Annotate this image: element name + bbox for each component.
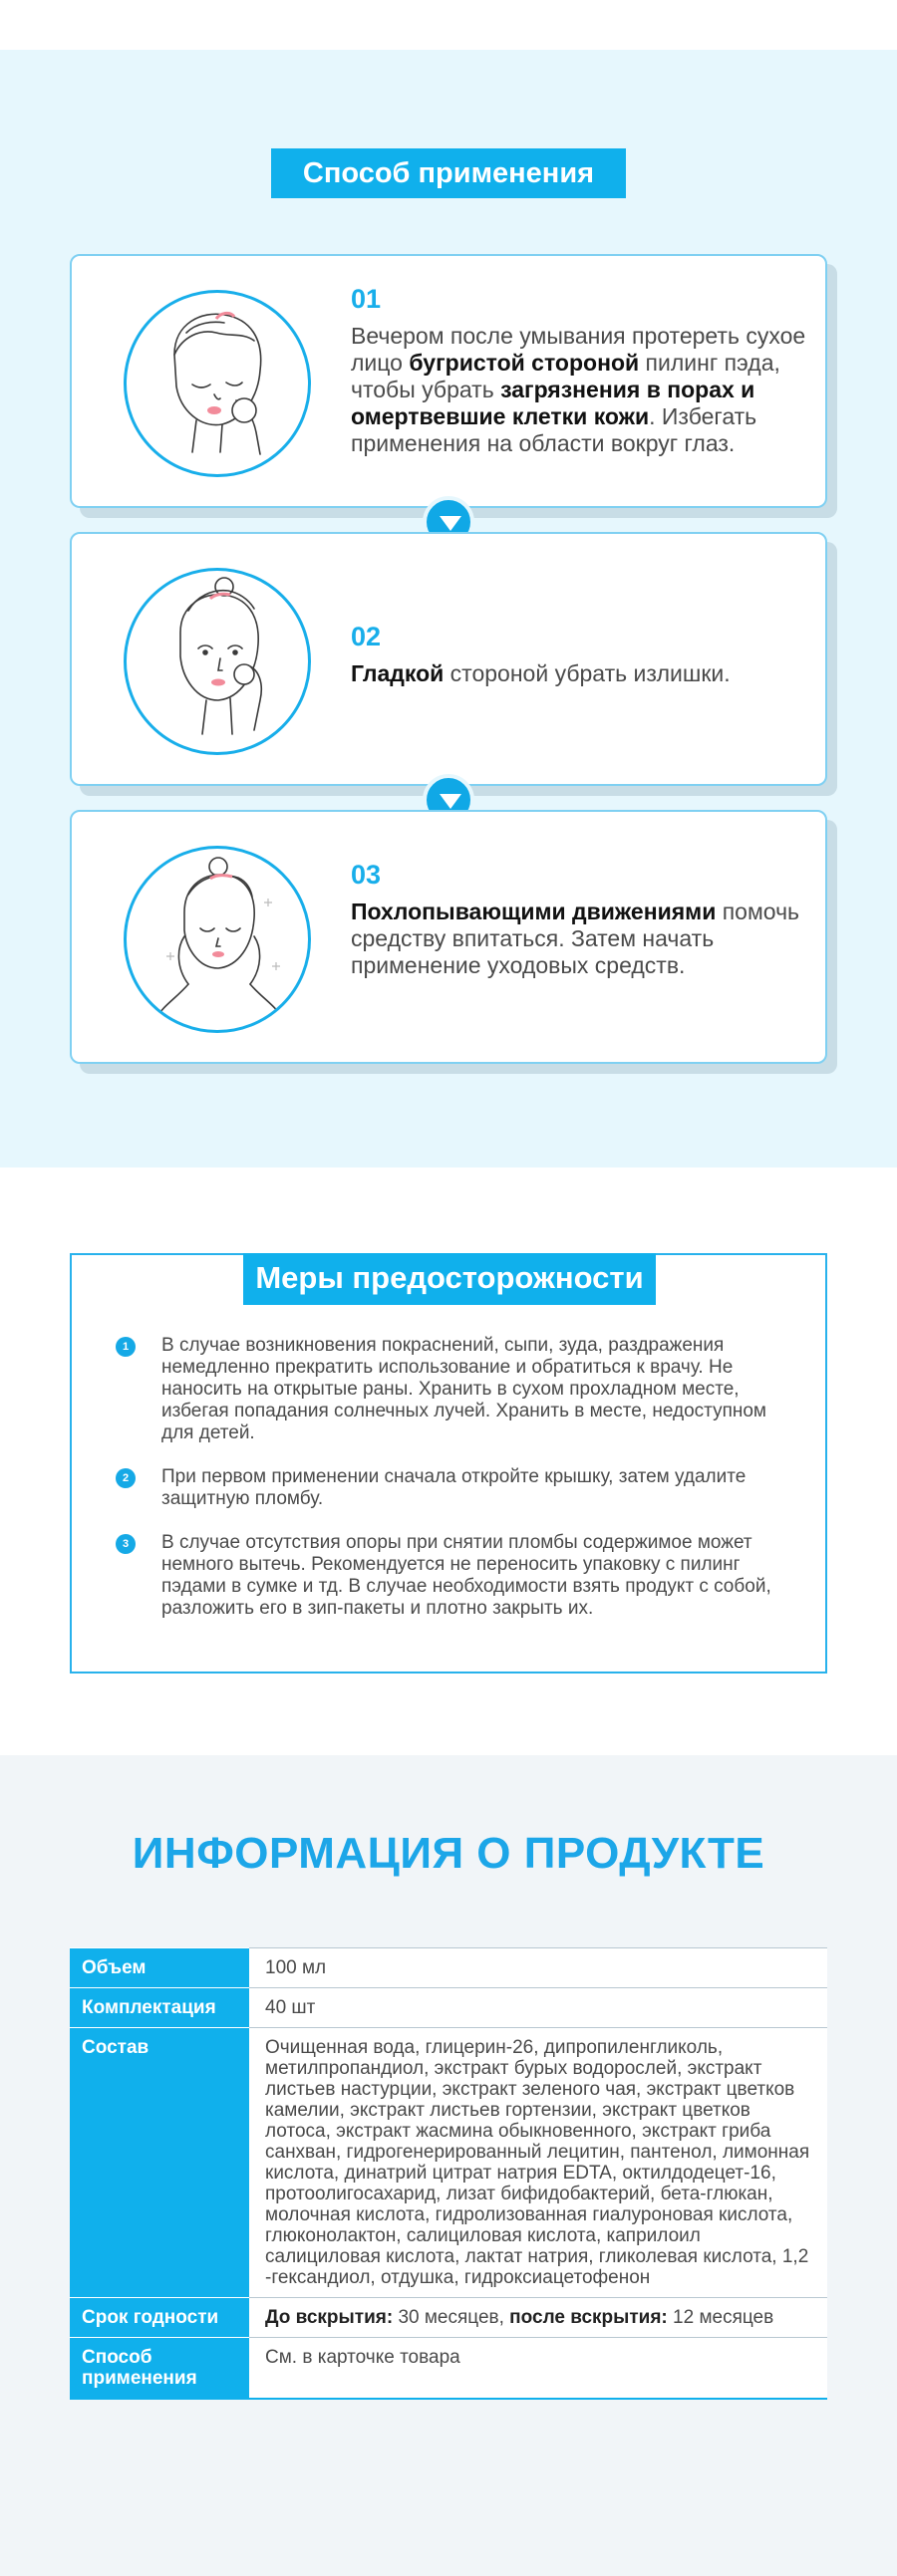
- precautions-list: [116, 1335, 793, 1642]
- usage-section: [0, 50, 897, 1167]
- precaution-text: В случае отсутствия опоры при снятии пломбы содержимое может немного вытечь. Рекомендуется не переносить упаковку с пилинг пэдами в сумке и тд. В случае необходимости взять продукт с собой, разложить его в зип-пакеты и плотно закрыть их.: [161, 1532, 771, 1619]
- table-key: Способ применения: [70, 2338, 249, 2400]
- precaution-text: При первом применении сначала откройте крышку, затем удалите защитную пломбу.: [161, 1466, 747, 1509]
- table-row: [70, 1988, 827, 2028]
- number-bullet-icon: 2: [116, 1468, 136, 1488]
- face-wiping-illustration-icon: [124, 290, 311, 477]
- number-bullet-icon: 3: [116, 1534, 136, 1554]
- precaution-text: В случае возникновения покраснений, сыпи, зуда, раздражения немедленно прекратить использование и обратиться к врачу. Не наносить на открытые раны. Хранить в сухом прохладном месте, избегая попадания солнечных лучей. Хранить в месте, недоступном для детей.: [161, 1335, 766, 1443]
- table-value: 100 мл: [249, 1948, 827, 1988]
- table-row: [70, 2298, 827, 2338]
- number-bullet-icon: 1: [116, 1337, 136, 1357]
- step-number: 02: [351, 622, 382, 651]
- table-row: [70, 1948, 827, 1988]
- step-text-part: пилинг пэда, чтобы убрать: [351, 350, 780, 402]
- product-info-table: [70, 1947, 827, 2400]
- precautions-box: [70, 1253, 827, 1674]
- table-value: Очищенная вода, глицерин-26, дипропиленгликоль, метилпропандиол, экстракт бурых водорослей, экстракт листьев настурции, экстракт зеленого чая, экстракт цветков камелии, экстракт листьев гортензии, экстракт цветков лотоса, экстракт жасмина обыкновенного, экстракт гриба санхван, гидрогенерированный лецитин, пантенол, лимонная кислота, динатрий цитрат натрия EDTA, октилдодецет-16, протоолигосахарид, лизат бифидобактерий, бета-глюкан, молочная кислота, гидролизованная гиалуроновая кислота, глюконолактон, салициловая кислота, каприлоил салициловая кислота, лактат натрия, гликолевая кислота, 1,2 -гександиол, отдушка, гидроксиацетофенон: [249, 2028, 827, 2298]
- table-row: [70, 2338, 827, 2400]
- step-text-part: стороной убрать излишки.: [444, 660, 731, 686]
- precaution-item: [116, 1466, 793, 1510]
- table-value: 40 шт: [249, 1988, 827, 2028]
- step-text-part: помочь средству впитаться. Затем начать применение уходовых средств.: [351, 899, 800, 978]
- step-text-bold: Похлопывающими движениями: [351, 899, 717, 924]
- value-part: 12 месяцев: [667, 2307, 774, 2328]
- precaution-item: [116, 1532, 793, 1620]
- value-part: 30 месяцев,: [393, 2307, 510, 2328]
- step-card-2: [70, 532, 827, 786]
- value-bold: после вскрытия:: [509, 2307, 668, 2328]
- step-card-3: [70, 810, 827, 1064]
- value-bold: До вскрытия:: [265, 2307, 394, 2328]
- table-row: [70, 2028, 827, 2298]
- step-text-1: [351, 286, 809, 457]
- step-text-3: [351, 862, 809, 979]
- table-key: Срок годности: [70, 2298, 249, 2338]
- table-value: [249, 2298, 827, 2338]
- step-text-part: Вечером после умывания протереть сухое лицо: [351, 323, 806, 376]
- table-key: Состав: [70, 2028, 249, 2298]
- precautions-title: Меры предосторожности: [243, 1253, 656, 1305]
- table-key: Объем: [70, 1948, 249, 1988]
- usage-title: Способ применения: [271, 148, 626, 198]
- product-info-section: [0, 1755, 897, 2576]
- step-text-part: . Избегать применения на области вокруг глаз.: [351, 403, 757, 456]
- step-card-1: [70, 254, 827, 508]
- face-absorbing-illustration-icon: [124, 846, 311, 1033]
- product-info-title: ИНФОРМАЦИЯ О ПРОДУКТЕ: [132, 1829, 765, 1878]
- precaution-item: [116, 1335, 793, 1444]
- table-key: Комплектация: [70, 1988, 249, 2028]
- step-text-bold: загрязнения в порах и омертвевшие клетки кожи: [351, 377, 755, 429]
- table-value: См. в карточке товара: [249, 2338, 827, 2400]
- face-patting-illustration-icon: [124, 568, 311, 755]
- step-text-2: [351, 624, 809, 687]
- step-text-bold: бугристой стороной: [409, 350, 640, 376]
- step-text-bold: Гладкой: [351, 660, 445, 686]
- step-number: 03: [351, 860, 382, 890]
- step-number: 01: [351, 284, 382, 314]
